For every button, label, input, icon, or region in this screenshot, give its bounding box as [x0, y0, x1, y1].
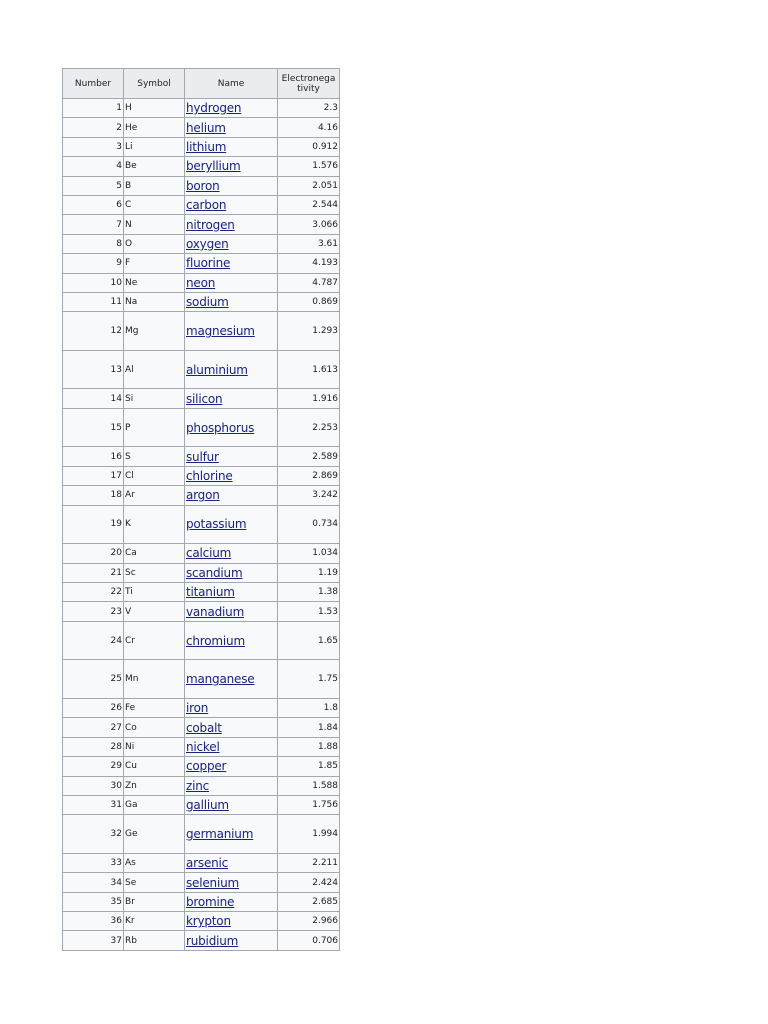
- atomic-number-cell: 13: [63, 350, 124, 389]
- table-row: [63, 408, 340, 447]
- symbol-cell: Ca: [124, 544, 185, 563]
- table-row: [63, 447, 340, 466]
- electronegativity-cell: 4.193: [278, 254, 340, 273]
- symbol-cell: O: [124, 234, 185, 253]
- electronegativity-cell: 1.034: [278, 544, 340, 563]
- atomic-number-cell: 33: [63, 853, 124, 872]
- table-row: [63, 350, 340, 389]
- electronegativity-cell: 1.53: [278, 602, 340, 621]
- symbol-cell: P: [124, 408, 185, 447]
- table-row: [63, 757, 340, 776]
- element-name-link[interactable]: nickel: [186, 739, 220, 754]
- symbol-cell: Zn: [124, 776, 185, 795]
- atomic-number-cell: 30: [63, 776, 124, 795]
- symbol-cell: Cl: [124, 466, 185, 485]
- table-row: [63, 795, 340, 814]
- electronegativity-cell: 1.293: [278, 312, 340, 351]
- atomic-number-cell: 17: [63, 466, 124, 485]
- element-name-link[interactable]: titanium: [186, 585, 235, 600]
- atomic-number-cell: 34: [63, 873, 124, 892]
- element-name-link[interactable]: beryllium: [186, 159, 241, 174]
- atomic-number-cell: 8: [63, 234, 124, 253]
- name-cell: [185, 292, 278, 311]
- electronegativity-cell: 1.85: [278, 757, 340, 776]
- table-row: [63, 505, 340, 544]
- symbol-cell: Cu: [124, 757, 185, 776]
- symbol-cell: Li: [124, 137, 185, 156]
- table-row: [63, 718, 340, 737]
- atomic-number-cell: 1: [63, 99, 124, 118]
- table-row: [63, 137, 340, 156]
- electronegativity-cell: 2.253: [278, 408, 340, 447]
- electronegativity-cell: 1.613: [278, 350, 340, 389]
- symbol-cell: Ga: [124, 795, 185, 814]
- electronegativity-cell: 1.84: [278, 718, 340, 737]
- table-row: [63, 99, 340, 118]
- atomic-number-cell: 21: [63, 563, 124, 582]
- name-cell: [185, 312, 278, 351]
- electronegativity-cell: 2.3: [278, 99, 340, 118]
- name-cell: [185, 195, 278, 214]
- element-name-link[interactable]: zinc: [186, 778, 210, 793]
- electronegativity-cell: 2.424: [278, 873, 340, 892]
- atomic-number-cell: 28: [63, 737, 124, 756]
- atomic-number-cell: 19: [63, 505, 124, 544]
- name-cell: [185, 254, 278, 273]
- symbol-cell: As: [124, 853, 185, 872]
- electronegativity-cell: 0.869: [278, 292, 340, 311]
- header-row: [63, 69, 340, 99]
- symbol-cell: N: [124, 215, 185, 234]
- element-name-link[interactable]: nitrogen: [186, 217, 235, 232]
- name-cell: [185, 215, 278, 234]
- name-cell: [185, 544, 278, 563]
- symbol-cell: S: [124, 447, 185, 466]
- table-row: [63, 815, 340, 854]
- table-row: [63, 912, 340, 931]
- symbol-cell: Al: [124, 350, 185, 389]
- atomic-number-cell: 12: [63, 312, 124, 351]
- table-row: [63, 602, 340, 621]
- symbol-cell: Ge: [124, 815, 185, 854]
- element-name-link[interactable]: bromine: [186, 894, 235, 909]
- symbol-cell: Ni: [124, 737, 185, 756]
- electronegativity-cell: 1.88: [278, 737, 340, 756]
- electronegativity-cell: 4.787: [278, 273, 340, 292]
- table-row: [63, 873, 340, 892]
- element-name-link[interactable]: rubidium: [186, 933, 239, 948]
- name-cell: [185, 389, 278, 408]
- element-name-link[interactable]: aluminium: [186, 362, 248, 377]
- name-cell: [185, 795, 278, 814]
- element-name-link[interactable]: neon: [186, 275, 216, 290]
- name-cell: [185, 447, 278, 466]
- element-name-link[interactable]: helium: [186, 120, 226, 135]
- element-name-link[interactable]: iron: [186, 701, 209, 716]
- atomic-number-cell: 16: [63, 447, 124, 466]
- symbol-cell: Mn: [124, 660, 185, 699]
- element-name-link[interactable]: krypton: [186, 914, 231, 929]
- name-cell: [185, 853, 278, 872]
- element-name-link[interactable]: fluorine: [186, 256, 231, 271]
- electronegativity-cell: 2.966: [278, 912, 340, 931]
- name-cell: [185, 118, 278, 137]
- name-cell: [185, 466, 278, 485]
- electronegativity-cell: 1.994: [278, 815, 340, 854]
- electronegativity-cell: 2.544: [278, 195, 340, 214]
- symbol-cell: Ar: [124, 486, 185, 505]
- column-header-symbol[interactable]: Symbol: [124, 69, 185, 99]
- atomic-number-cell: 29: [63, 757, 124, 776]
- table-row: [63, 660, 340, 699]
- table-header: [63, 69, 340, 99]
- electronegativity-cell: 2.869: [278, 466, 340, 485]
- name-cell: [185, 583, 278, 602]
- elements-table: [62, 68, 340, 951]
- symbol-cell: Ti: [124, 583, 185, 602]
- atomic-number-cell: 22: [63, 583, 124, 602]
- atomic-number-cell: 26: [63, 698, 124, 717]
- table-row: [63, 737, 340, 756]
- element-name-link[interactable]: scandium: [186, 565, 243, 580]
- element-name-link[interactable]: argon: [186, 488, 220, 503]
- electronegativity-cell: 1.576: [278, 157, 340, 176]
- electronegativity-cell: 1.8: [278, 698, 340, 717]
- element-name-link[interactable]: calcium: [186, 546, 232, 561]
- atomic-number-cell: 5: [63, 176, 124, 195]
- electronegativity-cell: 1.588: [278, 776, 340, 795]
- symbol-cell: H: [124, 99, 185, 118]
- atomic-number-cell: 24: [63, 621, 124, 660]
- element-name-link[interactable]: phosphorus: [186, 420, 255, 435]
- table-row: [63, 292, 340, 311]
- symbol-cell: Br: [124, 892, 185, 911]
- name-cell: [185, 486, 278, 505]
- symbol-cell: V: [124, 602, 185, 621]
- atomic-number-cell: 14: [63, 389, 124, 408]
- atomic-number-cell: 35: [63, 892, 124, 911]
- table-row: [63, 583, 340, 602]
- symbol-cell: Ne: [124, 273, 185, 292]
- symbol-cell: C: [124, 195, 185, 214]
- atomic-number-cell: 9: [63, 254, 124, 273]
- name-cell: [185, 99, 278, 118]
- table-row: [63, 698, 340, 717]
- atomic-number-cell: 6: [63, 195, 124, 214]
- element-name-link[interactable]: sodium: [186, 295, 229, 310]
- electronegativity-cell: 1.19: [278, 563, 340, 582]
- name-cell: [185, 698, 278, 717]
- name-cell: [185, 563, 278, 582]
- symbol-cell: Mg: [124, 312, 185, 351]
- atomic-number-cell: 31: [63, 795, 124, 814]
- element-name-link[interactable]: vanadium: [186, 604, 245, 619]
- electronegativity-cell: 3.066: [278, 215, 340, 234]
- symbol-cell: Na: [124, 292, 185, 311]
- symbol-cell: B: [124, 176, 185, 195]
- element-name-link[interactable]: cobalt: [186, 720, 222, 735]
- table-row: [63, 118, 340, 137]
- table-row: [63, 215, 340, 234]
- name-cell: [185, 776, 278, 795]
- symbol-cell: He: [124, 118, 185, 137]
- name-cell: [185, 757, 278, 776]
- element-name-link[interactable]: manganese: [186, 672, 255, 687]
- name-cell: [185, 931, 278, 950]
- symbol-cell: Kr: [124, 912, 185, 931]
- atomic-number-cell: 7: [63, 215, 124, 234]
- electronegativity-cell: 2.685: [278, 892, 340, 911]
- table-row: [63, 312, 340, 351]
- atomic-number-cell: 36: [63, 912, 124, 931]
- table-row: [63, 892, 340, 911]
- element-name-link[interactable]: chlorine: [186, 469, 233, 484]
- electronegativity-cell: 0.912: [278, 137, 340, 156]
- electronegativity-cell: 1.38: [278, 583, 340, 602]
- table-row: [63, 544, 340, 563]
- name-cell: [185, 892, 278, 911]
- electronegativity-cell: 2.211: [278, 853, 340, 872]
- table-row: [63, 176, 340, 195]
- symbol-cell: F: [124, 254, 185, 273]
- table-row: [63, 776, 340, 795]
- atomic-number-cell: 23: [63, 602, 124, 621]
- electronegativity-cell: 1.75: [278, 660, 340, 699]
- electronegativity-cell: 1.65: [278, 621, 340, 660]
- electronegativity-cell: 0.734: [278, 505, 340, 544]
- atomic-number-cell: 27: [63, 718, 124, 737]
- atomic-number-cell: 32: [63, 815, 124, 854]
- name-cell: [185, 408, 278, 447]
- atomic-number-cell: 11: [63, 292, 124, 311]
- electronegativity-cell: 4.16: [278, 118, 340, 137]
- column-header-name[interactable]: Name: [185, 69, 278, 99]
- atomic-number-cell: 25: [63, 660, 124, 699]
- electronegativity-cell: 2.051: [278, 176, 340, 195]
- electronegativity-cell: 3.242: [278, 486, 340, 505]
- atomic-number-cell: 4: [63, 157, 124, 176]
- table-row: [63, 389, 340, 408]
- element-name-link[interactable]: magnesium: [186, 324, 255, 339]
- electronegativity-cell: 1.756: [278, 795, 340, 814]
- name-cell: [185, 273, 278, 292]
- electronegativity-cell: 1.916: [278, 389, 340, 408]
- symbol-cell: Si: [124, 389, 185, 408]
- element-name-link[interactable]: chromium: [186, 633, 245, 648]
- name-cell: [185, 718, 278, 737]
- symbol-cell: Be: [124, 157, 185, 176]
- table-row: [63, 853, 340, 872]
- column-header-electronegativity[interactable]: Electronega tivity: [278, 69, 340, 99]
- electronegativity-cell: 0.706: [278, 931, 340, 950]
- symbol-cell: Se: [124, 873, 185, 892]
- table-row: [63, 254, 340, 273]
- element-name-link[interactable]: lithium: [186, 139, 227, 154]
- element-name-link[interactable]: hydrogen: [186, 101, 242, 116]
- element-name-link[interactable]: silicon: [186, 391, 223, 406]
- name-cell: [185, 157, 278, 176]
- electronegativity-cell: 2.589: [278, 447, 340, 466]
- element-name-link[interactable]: oxygen: [186, 236, 229, 251]
- name-cell: [185, 505, 278, 544]
- name-cell: [185, 660, 278, 699]
- atomic-number-cell: 37: [63, 931, 124, 950]
- table-row: [63, 157, 340, 176]
- element-name-link[interactable]: arsenic: [186, 856, 229, 871]
- table-row: [63, 563, 340, 582]
- table-row: [63, 195, 340, 214]
- atomic-number-cell: 10: [63, 273, 124, 292]
- element-name-link[interactable]: potassium: [186, 517, 247, 532]
- name-cell: [185, 737, 278, 756]
- atomic-number-cell: 3: [63, 137, 124, 156]
- element-name-link[interactable]: copper: [186, 759, 227, 774]
- name-cell: [185, 873, 278, 892]
- symbol-cell: Rb: [124, 931, 185, 950]
- element-name-link[interactable]: selenium: [186, 875, 239, 890]
- name-cell: [185, 912, 278, 931]
- element-name-link[interactable]: carbon: [186, 198, 227, 213]
- element-name-link[interactable]: boron: [186, 178, 220, 193]
- atomic-number-cell: 18: [63, 486, 124, 505]
- table-row: [63, 466, 340, 485]
- symbol-cell: Fe: [124, 698, 185, 717]
- symbol-cell: Sc: [124, 563, 185, 582]
- name-cell: [185, 176, 278, 195]
- symbol-cell: K: [124, 505, 185, 544]
- column-header-number[interactable]: Number: [63, 69, 124, 99]
- table-row: [63, 621, 340, 660]
- table-row: [63, 486, 340, 505]
- electronegativity-cell: 3.61: [278, 234, 340, 253]
- name-cell: [185, 350, 278, 389]
- table-row: [63, 273, 340, 292]
- table-row: [63, 931, 340, 950]
- name-cell: [185, 234, 278, 253]
- symbol-cell: Cr: [124, 621, 185, 660]
- table-body: [63, 99, 340, 951]
- name-cell: [185, 137, 278, 156]
- atomic-number-cell: 2: [63, 118, 124, 137]
- element-name-link[interactable]: gallium: [186, 798, 229, 813]
- name-cell: [185, 815, 278, 854]
- atomic-number-cell: 20: [63, 544, 124, 563]
- name-cell: [185, 621, 278, 660]
- symbol-cell: Co: [124, 718, 185, 737]
- element-name-link[interactable]: sulfur: [186, 449, 219, 464]
- table-row: [63, 234, 340, 253]
- atomic-number-cell: 15: [63, 408, 124, 447]
- name-cell: [185, 602, 278, 621]
- element-name-link[interactable]: germanium: [186, 827, 254, 842]
